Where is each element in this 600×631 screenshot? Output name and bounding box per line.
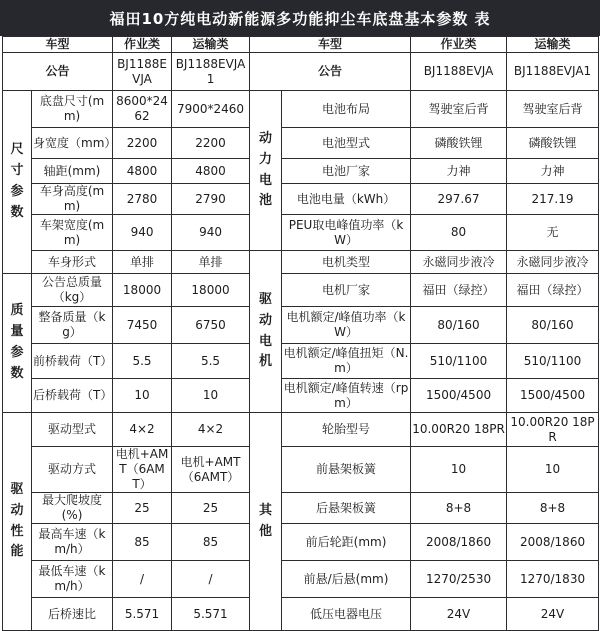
work-value: 5.5 [113, 344, 172, 379]
announcement-work-right: BJ1188EVJA [411, 53, 507, 91]
announcement-work-left: BJ1188EVJA [113, 53, 172, 91]
param-label: 轴距(mm) [32, 159, 113, 184]
section-label-drive-performance [3, 413, 32, 631]
param-label: 整备质量（kg） [32, 307, 113, 344]
work-value: 1270/2530 [411, 561, 507, 598]
work-value: 940 [113, 215, 172, 251]
transport-value: 单排 [172, 251, 250, 274]
transport-value: 4800 [172, 159, 250, 184]
work-value: / [113, 561, 172, 598]
transport-value: 力神 [507, 159, 599, 184]
announcement-transport-right: BJ1188EVJA1 [507, 53, 599, 91]
section-label-mass [3, 274, 32, 413]
transport-value: 85 [172, 524, 250, 561]
work-value: 福田（绿控） [411, 274, 507, 307]
header-transport-class-right: 运输类 [507, 37, 599, 53]
transport-value: 电机+AMT（6AMT） [172, 447, 250, 493]
transport-value: 4×2 [172, 413, 250, 447]
work-value: 24V [411, 598, 507, 631]
table-row [3, 184, 599, 215]
param-label: 电池厂家 [282, 159, 411, 184]
header-vehicle-type-right: 车型 [250, 37, 411, 53]
work-value: 8+8 [411, 493, 507, 524]
param-label: 电机厂家 [282, 274, 411, 307]
work-value: 4800 [113, 159, 172, 184]
transport-value: 510/1100 [507, 344, 599, 379]
param-label: 前悬/后悬(mm) [282, 561, 411, 598]
spec-table [2, 36, 599, 631]
work-value: 10 [113, 379, 172, 413]
section-label-text: 动力电池 [259, 130, 273, 209]
param-label: 轮胎型号 [282, 413, 411, 447]
table-row [3, 524, 599, 561]
transport-value: 2200 [172, 128, 250, 159]
announcement-label-right: 公告 [250, 53, 411, 91]
transport-value: / [172, 561, 250, 598]
param-label: 前桥载荷（T） [32, 344, 113, 379]
param-label: 电机额定/峰值扭矩（N.m） [282, 344, 411, 379]
param-label: 身宽度（mm） [32, 128, 113, 159]
work-value: 驾驶室后背 [411, 91, 507, 128]
transport-value: 10.00R20 18PR [507, 413, 599, 447]
transport-value: 10 [507, 447, 599, 493]
header-work-class-right: 作业类 [411, 37, 507, 53]
table-row [3, 598, 599, 631]
param-label: 驱动型式 [32, 413, 113, 447]
work-value: 2780 [113, 184, 172, 215]
transport-value: 永磁同步液冷 [507, 251, 599, 274]
work-value: 18000 [113, 274, 172, 307]
param-label: 电机类型 [282, 251, 411, 274]
table-row [3, 128, 599, 159]
param-label: 车架宽度(mm) [32, 215, 113, 251]
param-label: 驱动方式 [32, 447, 113, 493]
param-label: 电池布局 [282, 91, 411, 128]
work-value: 2008/1860 [411, 524, 507, 561]
work-value: 单排 [113, 251, 172, 274]
param-label: 后悬架板簧 [282, 493, 411, 524]
param-label: 最高车速（km/h） [32, 524, 113, 561]
transport-value: 8+8 [507, 493, 599, 524]
param-label: 后桥载荷（T） [32, 379, 113, 413]
transport-value: 217.19 [507, 184, 599, 215]
announcement-row [3, 53, 599, 91]
work-value: 电机+AMT（6AMT） [113, 447, 172, 493]
transport-value: 2790 [172, 184, 250, 215]
table-row [3, 159, 599, 184]
param-label: PEU取电峰值功率（kW） [282, 215, 411, 251]
param-label: 电池电量（kWh） [282, 184, 411, 215]
param-label: 电池型式 [282, 128, 411, 159]
section-label-text: 尺寸参数 [10, 142, 24, 220]
transport-value: 5.571 [172, 598, 250, 631]
param-label: 电机额定/峰值功率（kW） [282, 307, 411, 344]
param-label: 车身高度(mm) [32, 184, 113, 215]
param-label: 车身形式 [32, 251, 113, 274]
header-vehicle-type-left: 车型 [3, 37, 113, 53]
param-label: 后桥速比 [32, 598, 113, 631]
work-value: 7450 [113, 307, 172, 344]
work-value: 1500/4500 [411, 379, 507, 413]
table-row [3, 493, 599, 524]
table-header-row [3, 37, 599, 53]
table-row [3, 379, 599, 413]
section-label-text: 驱动电机 [259, 291, 273, 370]
table-row [3, 561, 599, 598]
param-label: 最低车速（km/h） [32, 561, 113, 598]
transport-value: 1270/1830 [507, 561, 599, 598]
transport-value: 940 [172, 215, 250, 251]
table-row [3, 447, 599, 493]
section-label-drive-motor [250, 251, 282, 413]
work-value: 297.67 [411, 184, 507, 215]
param-label: 前后轮距(mm) [282, 524, 411, 561]
work-value: 80 [411, 215, 507, 251]
work-value: 2200 [113, 128, 172, 159]
transport-value: 1500/4500 [507, 379, 599, 413]
announcement-transport-left: BJ1188EVJA1 [172, 53, 250, 91]
table-row [3, 91, 599, 128]
work-value: 80/160 [411, 307, 507, 344]
transport-value: 磷酸铁锂 [507, 128, 599, 159]
transport-value: 驾驶室后背 [507, 91, 599, 128]
work-value: 4×2 [113, 413, 172, 447]
transport-value: 无 [507, 215, 599, 251]
work-value: 5.571 [113, 598, 172, 631]
section-label-battery [250, 91, 282, 251]
table-row [3, 251, 599, 274]
table-row [3, 344, 599, 379]
work-value: 25 [113, 493, 172, 524]
table-row [3, 307, 599, 344]
param-label: 最大爬坡度(%) [32, 493, 113, 524]
table-row [3, 413, 599, 447]
param-label: 低压电器电压 [282, 598, 411, 631]
transport-value: 10 [172, 379, 250, 413]
param-label: 电机额定/峰值转速（rpm） [282, 379, 411, 413]
transport-value: 7900*2460 [172, 91, 250, 128]
work-value: 8600*2462 [113, 91, 172, 128]
header-work-class-left: 作业类 [113, 37, 172, 53]
transport-value: 25 [172, 493, 250, 524]
work-value: 10.00R20 18PR [411, 413, 507, 447]
work-value: 永磁同步液冷 [411, 251, 507, 274]
transport-value: 80/160 [507, 307, 599, 344]
announcement-label-left: 公告 [3, 53, 113, 91]
work-value: 85 [113, 524, 172, 561]
work-value: 力神 [411, 159, 507, 184]
transport-value: 2008/1860 [507, 524, 599, 561]
table-row [3, 274, 599, 307]
transport-value: 24V [507, 598, 599, 631]
section-label-text: 驱动性能 [10, 481, 24, 560]
param-label: 公告总质量（kg） [32, 274, 113, 307]
header-transport-class-left: 运输类 [172, 37, 250, 53]
param-label: 前悬架板簧 [282, 447, 411, 493]
page-title: 福田10方纯电动新能源多功能抑尘车底盘基本参数 表 [0, 0, 600, 36]
section-label-dimensions [3, 91, 32, 274]
section-label-text: 其他 [259, 502, 273, 539]
section-label-text: 质量参数 [10, 303, 24, 381]
transport-value: 福田（绿控） [507, 274, 599, 307]
section-label-other [250, 413, 282, 631]
transport-value: 5.5 [172, 344, 250, 379]
work-value: 510/1100 [411, 344, 507, 379]
transport-value: 6750 [172, 307, 250, 344]
transport-value: 18000 [172, 274, 250, 307]
work-value: 10 [411, 447, 507, 493]
table-row [3, 215, 599, 251]
work-value: 磷酸铁锂 [411, 128, 507, 159]
param-label: 底盘尺寸(mm) [32, 91, 113, 128]
